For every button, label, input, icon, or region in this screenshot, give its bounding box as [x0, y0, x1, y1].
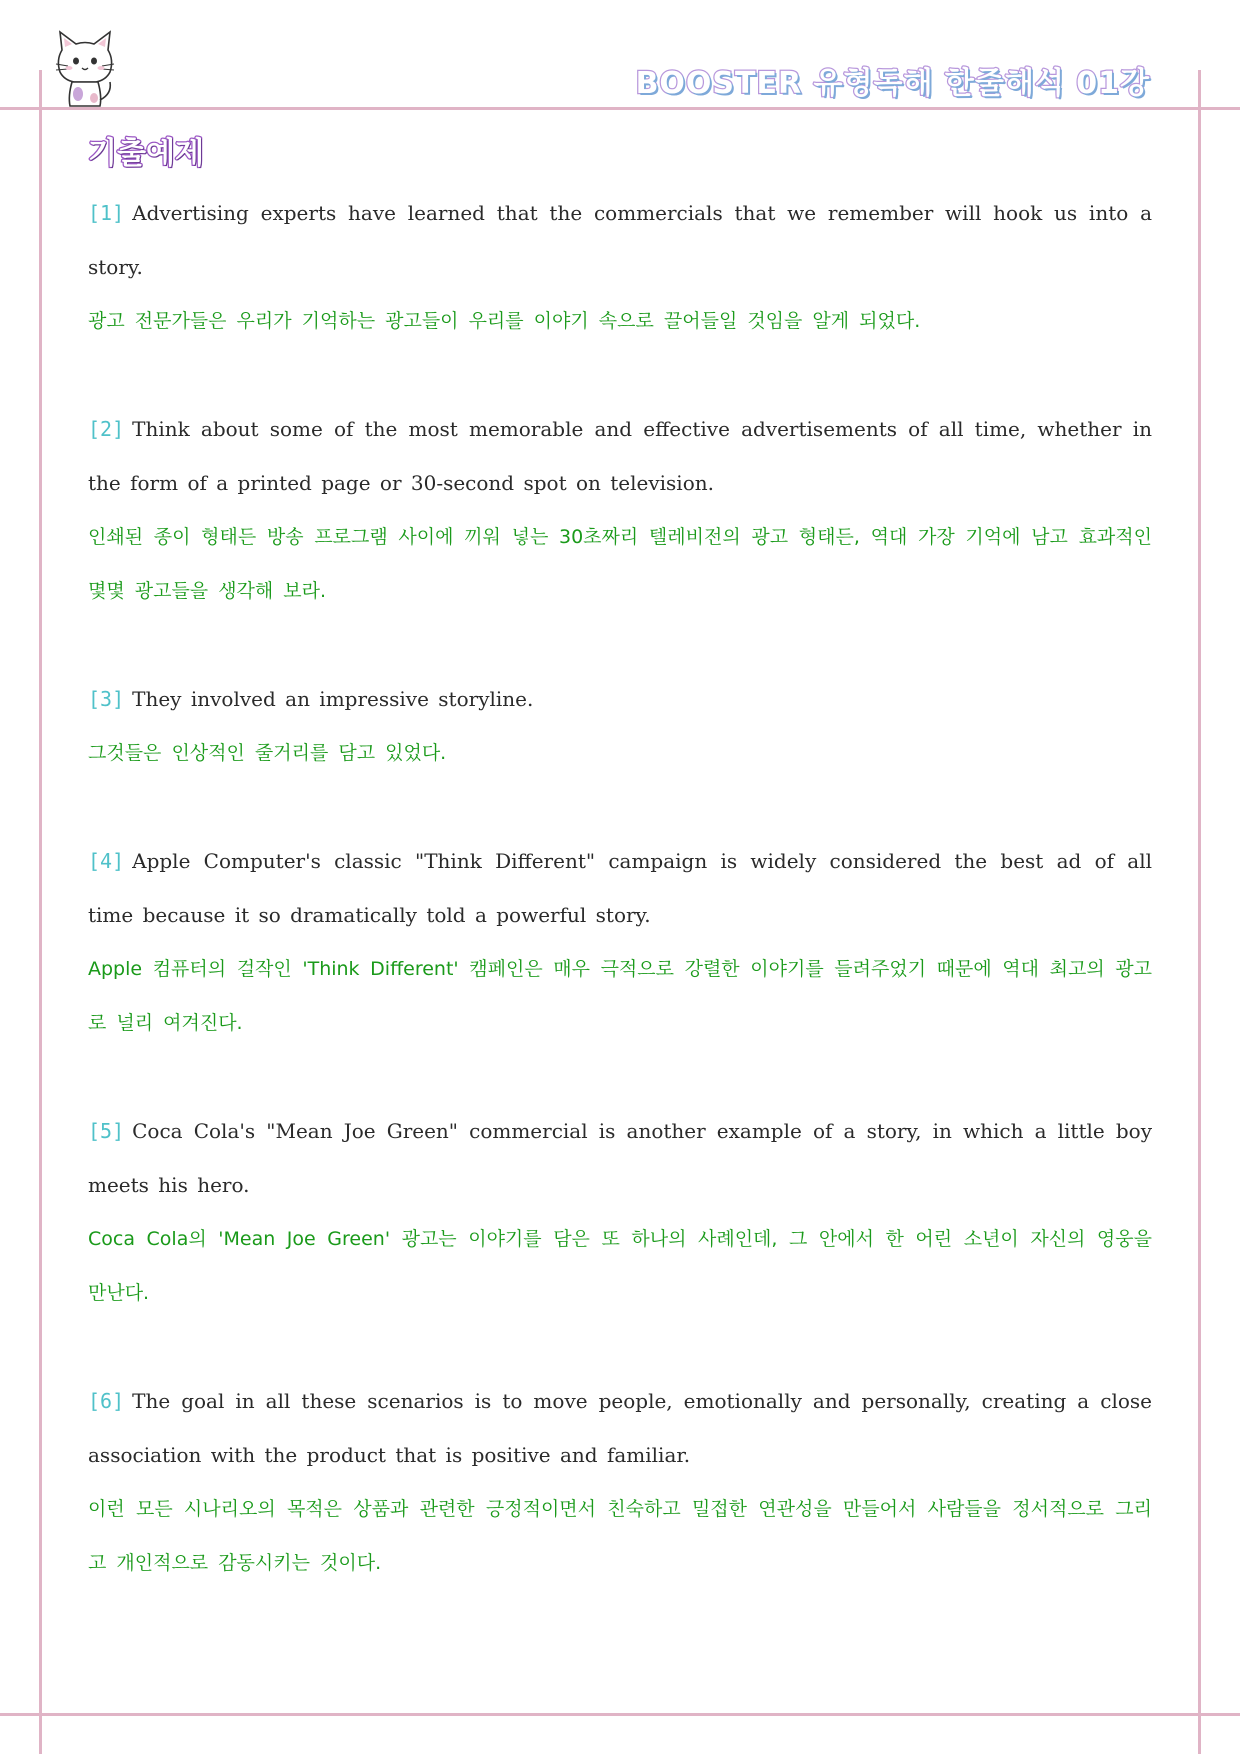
- sentence-item: [88, 186, 1152, 348]
- english-sentence: [88, 834, 1152, 942]
- english-text: Apple Computer's classic "Think Different" campaign is widely considered the best ad of all time because it so dramatically told a powerful story.: [88, 849, 1152, 927]
- sentence-number: [4]: [88, 849, 125, 873]
- sentence-item: [88, 834, 1152, 1050]
- sentence-item: [88, 1374, 1152, 1590]
- english-sentence: [88, 1104, 1152, 1212]
- right-margin-line: [1198, 70, 1201, 1754]
- sentence-number: [3]: [88, 687, 125, 711]
- english-sentence: [88, 186, 1152, 294]
- korean-translation: Apple 컴퓨터의 걸작인 'Think Different' 캠페인은 매우 극적으로 강렬한 이야기를 들려주었기 때문에 역대 최고의 광고로 널리 여겨진다.: [88, 958, 1152, 1034]
- sentence-number: [1]: [88, 201, 125, 225]
- korean-translation: 이런 모든 시나리오의 목적은 상품과 관련한 긍정적이면서 친숙하고 밀접한 연관성을 만들어서 사람들을 정서적으로 그리고 개인적으로 감동시키는 것이다.: [88, 1498, 1152, 1574]
- english-text: Coca Cola's "Mean Joe Green" commercial is another example of a story, in which a little boy meets his hero.: [88, 1119, 1152, 1197]
- english-sentence: [88, 672, 1152, 726]
- english-text: The goal in all these scenarios is to move people, emotionally and personally, creating a close association with the product that is positive and familiar.: [88, 1389, 1152, 1467]
- sentence-number: [2]: [88, 417, 125, 441]
- footer-divider: [0, 1713, 1240, 1716]
- english-text: They involved an impressive storyline.: [132, 687, 534, 711]
- cat-icon: [52, 30, 118, 108]
- sentence-item: [88, 1104, 1152, 1320]
- korean-translation: 광고 전문가들은 우리가 기억하는 광고들이 우리를 이야기 속으로 끌어들일 것임을 알게 되었다.: [88, 310, 921, 332]
- english-sentence: [88, 402, 1152, 510]
- header-divider: [0, 107, 1240, 110]
- korean-translation: 그것들은 인상적인 줄거리를 담고 있었다.: [88, 742, 447, 764]
- korean-translation: 인쇄된 종이 형태든 방송 프로그램 사이에 끼워 넣는 30초짜리 텔레비전의 광고 형태든, 역대 가장 기억에 남고 효과적인 몇몇 광고들을 생각해 보라.: [88, 526, 1152, 602]
- english-text: Think about some of the most memorable and effective advertisements of all time, whether in the form of a printed page or 30-second spot on television.: [88, 417, 1152, 495]
- sentence-item: [88, 672, 1152, 780]
- section-title: 기출예제: [88, 136, 204, 171]
- sentence-number: [5]: [88, 1119, 125, 1143]
- left-margin-line: [39, 70, 42, 1754]
- sentence-number: [6]: [88, 1389, 125, 1413]
- english-text: Advertising experts have learned that the commercials that we remember will hook us into a story.: [88, 201, 1152, 279]
- korean-translation: Coca Cola의 'Mean Joe Green' 광고는 이야기를 담은 또 하나의 사례인데, 그 안에서 한 어린 소년이 자신의 영웅을 만난다.: [88, 1228, 1152, 1304]
- document-header-title: BOOSTER 유형독해 한줄해석 01강: [635, 66, 1150, 101]
- english-sentence: [88, 1374, 1152, 1482]
- sentence-item: [88, 402, 1152, 618]
- sentence-list: [88, 186, 1152, 1644]
